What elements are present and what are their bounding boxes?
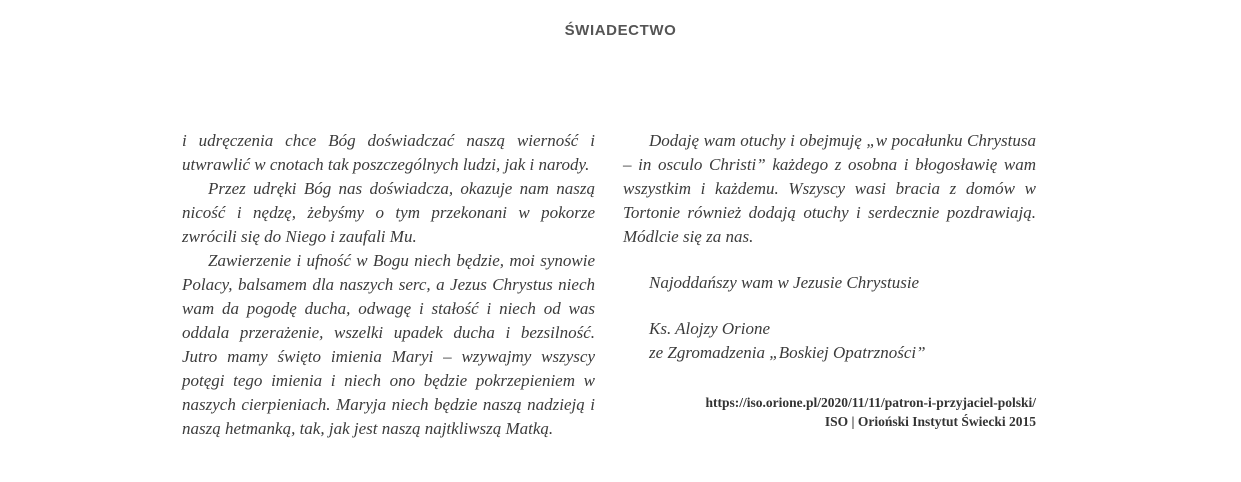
source-credit: ISO | Orioński Instytut Świecki 2015 — [824, 414, 1036, 429]
signature-name: Ks. Alojzy Orione — [649, 319, 771, 338]
paragraph-encouragement: Dodaję wam otuchy i obejmuję „w pocałunku Chrystusa – in osculo Christi” każdego z osobna i błogosławię wam wszystkim i każdemu. Wszyscy wasi bracia z domów w Tortonie również dodają otuchy i serdecznie pozdrawiają. Módlcie się za nas. — [623, 131, 1036, 246]
closing-line: Najoddańszy wam w Jezusie Chrystusie — [649, 273, 920, 292]
spacer — [623, 249, 1036, 271]
paragraph-continuation: i udręczenia chce Bóg doświadczać naszą wierność i utwrawlić w cnotach tak poszczególnych ludzi, jak i narody. — [182, 131, 595, 174]
paragraph-trust: Zawierzenie i ufność w Bogu niech będzie, moi synowie Polacy, balsamem dla naszych serc, a Jezus Chrystus niech wam da pogodę ducha, odwagę i stałość i niech od was oddala przerażenie, wszelki upadek ducha i bezsilność. Jutro mamy święto imienia Maryi – wzywajmy wszyscy potęgi tego imienia i niech ono będzie pokrzepieniem w naszych cierpieniach. Maryja niech będzie naszą nadzieją i naszą hetmanką, tak, jak jest naszą najtkliwszą Matką. — [182, 251, 595, 438]
paragraph-trials: Przez udręki Bóg nas doświadcza, okazuje nam naszą nicość i nędzę, żebyśmy o tym przekonani w pokorze zwrócili się do Niego i zaufali Mu. — [182, 179, 595, 246]
spacer — [623, 295, 1036, 317]
signature-congregation: ze Zgromadzenia „Boskiej Opatrzności” — [649, 343, 926, 362]
section-title: ŚWIADECTWO — [564, 22, 677, 39]
source-attribution — [623, 393, 1036, 431]
source-url[interactable]: https://iso.orione.pl/2020/11/11/patron-i-przyjaciel-polski/ — [705, 395, 1036, 410]
right-text-column — [623, 129, 1036, 365]
left-text-column — [182, 129, 595, 441]
